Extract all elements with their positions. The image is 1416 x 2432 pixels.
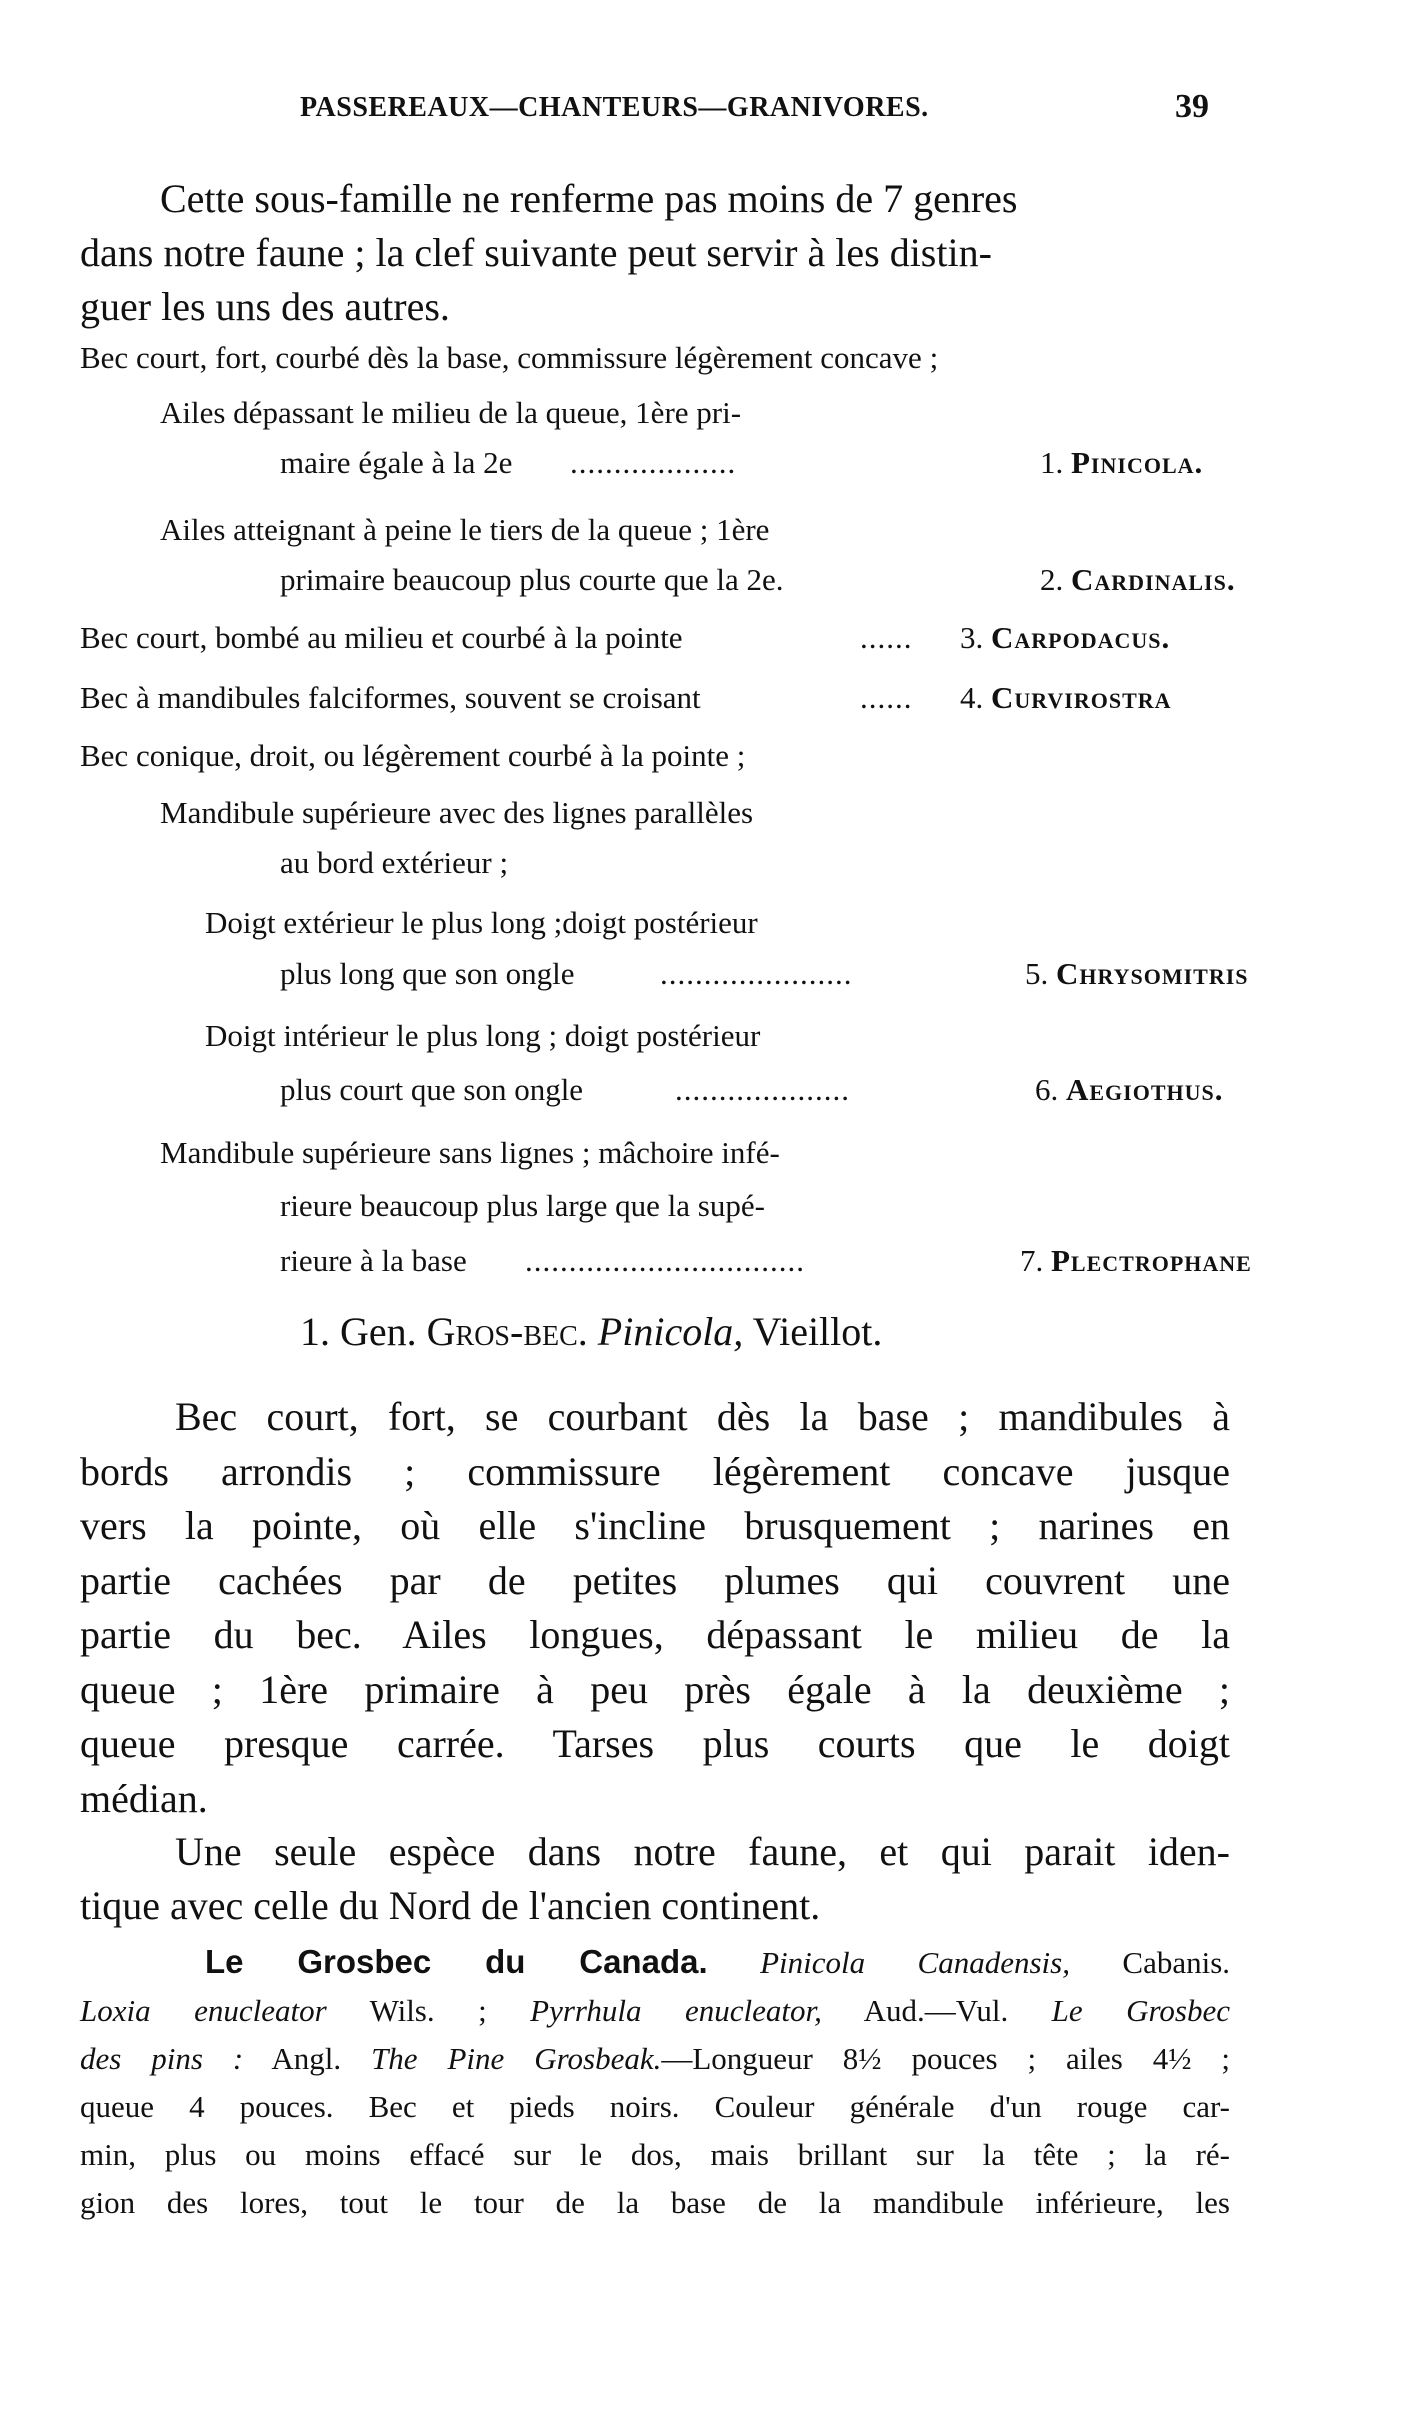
key-genus: Cardinalis. [1071,562,1236,597]
key-genus: Carpodacus. [991,620,1171,655]
species-line: queue 4 pouces. Bec et pieds noirs. Couleur générale d'un rouge car- [80,2089,1230,2124]
synonym-author: Aud.—Vul. [863,1993,1009,2028]
genus-latin: Pinicola, [597,1309,744,1354]
description-line: queue presque carrée. Tarses plus courts que le doigt [80,1721,1230,1766]
leader-dots: ...... [860,680,913,715]
key-result [1020,1243,1252,1279]
key-number: 7. [1020,1243,1044,1278]
species-name: Le Grosbec du Canada. [205,1943,708,1980]
genus-author: Vieillot. [752,1309,883,1354]
key-text: Ailes atteignant à peine le tiers de la queue ; 1ère [160,512,770,547]
key-number: 5. [1025,956,1049,991]
key-genus: Plectrophane [1051,1243,1252,1278]
intro-line: Cette sous-famille ne renferme pas moins de 7 genres [160,176,1018,221]
key-number: 1. [1040,445,1064,480]
key-genus: Pinicola. [1071,445,1204,480]
key-number: 6. [1035,1072,1059,1107]
key-text: Bec conique, droit, ou légèrement courbé à la pointe ; [80,738,746,773]
species-latin: Pinicola Canadensis, [760,1945,1070,1980]
species-note-line: tique avec celle du Nord de l'ancien continent. [80,1883,821,1928]
key-result [1025,956,1249,992]
leader-dots: ................... [570,445,737,480]
genus-description [80,1390,1230,1826]
description-line: partie du bec. Ailes longues, dépassant le milieu de la [80,1612,1230,1657]
english-name: The Pine Grosbeak. [371,2041,662,2076]
synonym-latin: Pyrrhula enucleator, [530,1993,822,2028]
key-text: Doigt intérieur le plus long ; doigt postérieur [205,1018,761,1053]
description-line: partie cachées par de petites plumes qui couvrent une [80,1557,1230,1603]
key-genus: Chrysomitris [1056,956,1249,991]
key-text: plus long que son ongle [280,956,575,991]
leader-dots: ...... [860,620,913,655]
species-line [80,1938,1230,1987]
vulgar-name: Le Grosbec [1051,1993,1231,2028]
key-text: maire égale à la 2e [280,445,513,480]
intro-line: guer les uns des autres. [80,284,450,329]
key-genus: Aegiothus. [1066,1072,1224,1107]
key-text: au bord extérieur ; [280,845,509,880]
key-text: rieure beaucoup plus large que la supé- [280,1188,765,1223]
leader-dots: ...................... [660,956,853,991]
description-line: queue ; 1ère primaire à peu près égale à la deuxième ; [80,1666,1230,1712]
species-line: gion des lores, tout le tour de la base de la mandibule inférieure, les [80,2185,1230,2220]
running-title: PASSEREAUX—CHANTEURS—GRANIVORES. [300,92,929,123]
description-line: médian. [80,1775,208,1821]
key-text: rieure à la base [280,1243,467,1278]
leader-dots: .................... [675,1072,850,1107]
key-result [960,680,1172,716]
species-line [80,1987,1230,2035]
key-number: 2. [1040,562,1064,597]
synonym-latin: Loxia enucleator [80,1993,327,2028]
genus-label: Gen. [340,1309,417,1354]
key-text: Mandibule supérieure avec des lignes parallèles [160,795,754,830]
english-label: Angl. [271,2041,342,2076]
key-number: 4. [960,680,984,715]
description-line: vers la pointe, où elle s'incline brusquement ; narines en [80,1503,1230,1548]
description-line: bords arrondis ; commissure légèrement concave jusque [80,1448,1230,1494]
species-line [80,2035,1230,2083]
key-result [1040,445,1203,481]
key-text: Bec court, fort, courbé dès la base, commissure légèrement concave ; [80,340,939,375]
leader-dots: ................................ [525,1243,805,1278]
intro-paragraph [80,172,1230,334]
key-number: 3. [960,620,984,655]
key-text: Ailes dépassant le milieu de la queue, 1ère pri- [160,395,742,430]
species-entry [80,1938,1230,2227]
genus-name: Gros-bec. [426,1309,588,1354]
description-line: Bec court, fort, se courbant dès la base ; mandibules à [175,1394,1230,1439]
key-text: Bec court, bombé au milieu et courbé à la pointe [80,620,683,655]
key-text: Bec à mandibules falciformes, souvent se croisant [80,680,701,715]
key-result [1040,562,1236,598]
vulgar-name-cont: des pins : [80,2041,244,2076]
key-text: Mandibule supérieure sans lignes ; mâchoire infé- [160,1135,780,1170]
intro-line: dans notre faune ; la clef suivante peut servir à les distin- [80,230,992,275]
genus-number: 1. [300,1309,330,1354]
genus-heading [300,1308,1200,1355]
measurements: —Longueur 8½ pouces ; ailes 4½ ; [661,2041,1230,2076]
species-author: Cabanis. [1122,1945,1231,1980]
key-text: Doigt extérieur le plus long ;doigt postérieur [205,905,758,940]
species-line: min, plus ou moins effacé sur le dos, mais brillant sur la tête ; la ré- [80,2137,1230,2172]
key-text: plus court que son ongle [280,1072,584,1107]
key-result [1035,1072,1224,1108]
key-genus: Curvirostra [991,680,1172,715]
page-number: 39 [1175,88,1209,125]
key-result [960,620,1170,656]
synonym-author: Wils. ; [369,1993,487,2028]
key-text: primaire beaucoup plus courte que la 2e. [280,562,784,597]
species-note [80,1825,1230,1933]
species-note-line: Une seule espèce dans notre faune, et qui parait iden- [175,1829,1230,1874]
